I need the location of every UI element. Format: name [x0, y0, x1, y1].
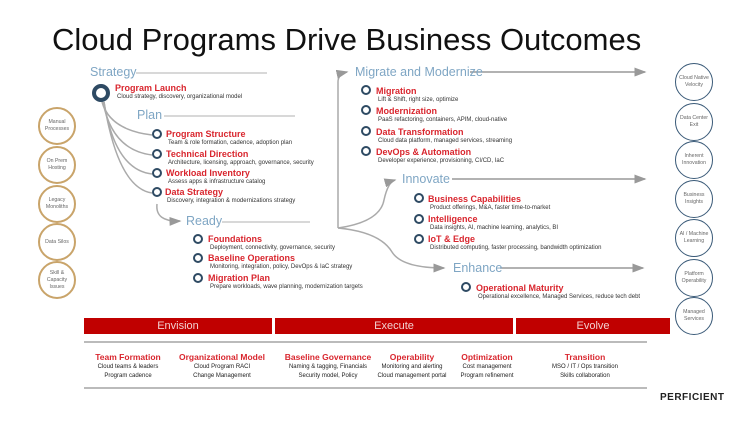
step-item: DevOps & Automation Developer experience, provisioning, CI/CD, IaC [376, 147, 505, 164]
bottom-column: Baseline Governance Naming & tagging, Financials Security model, Policy [284, 352, 372, 379]
bottom-column: Team Formation Cloud teams & leaders Program cadence [95, 352, 161, 379]
challenge-circle: Legacy Monoliths [38, 185, 76, 223]
perficient-logo: PERFICIENT [660, 392, 725, 403]
step-item: Data Strategy Discovery, integration & modernizations strategy [165, 187, 296, 204]
step-icon [152, 149, 162, 159]
stage-plan: Plan [137, 108, 163, 122]
challenge-circle: Data Silos [38, 223, 76, 261]
outcome-circle: Business Insights [675, 180, 713, 218]
step-icon [152, 129, 162, 139]
challenge-circle: Manual Processes [38, 107, 76, 145]
phase-evolve: Evolve [516, 318, 670, 334]
stage-innovate: Innovate [402, 172, 450, 186]
step-icon [414, 193, 424, 203]
step-item: Data Transformation Cloud data platform, managed services, streaming [376, 127, 513, 144]
outcome-circle: AI / Machine Learning [675, 219, 713, 257]
phase-envision: Envision [84, 318, 272, 334]
step-icon [361, 85, 371, 95]
stage-migrate: Migrate and Modernize [355, 65, 483, 79]
step-icon [361, 105, 371, 115]
step-item: Program Structure Team & role formation, cadence, adoption plan [166, 129, 293, 146]
page-title: Cloud Programs Drive Business Outcomes [52, 22, 642, 57]
step-icon [152, 168, 162, 178]
step-item: Workload Inventory Assess apps & infrastructure catalog [166, 168, 266, 185]
step-item: Foundations Deployment, connectivity, governance, security [208, 234, 335, 251]
phase-execute: Execute [275, 318, 513, 334]
challenge-circle: Skill & Capacity Issues [38, 261, 76, 299]
step-item: Intelligence Data insights, AI, machine learning, analytics, BI [428, 214, 559, 231]
divider [84, 387, 647, 389]
step-item: Migration Plan Prepare workloads, wave planning, modernization targets [208, 273, 363, 290]
step-icon [152, 187, 162, 197]
step-program-launch: Program Launch Cloud strategy, discovery, organizational model [115, 83, 243, 100]
step-icon [414, 214, 424, 224]
step-item: Baseline Operations Monitoring, integration, policy, DevOps & IaC strategy [208, 253, 353, 270]
bottom-column: Operability Monitoring and alerting Cloud management portal [377, 352, 447, 379]
stage-ready: Ready [186, 214, 223, 228]
stage-strategy: Strategy [90, 65, 137, 79]
stage-enhance: Enhance [453, 261, 503, 275]
step-icon [193, 253, 203, 263]
step-icon [461, 282, 471, 292]
step-item: Modernization PaaS refactoring, containers, APIM, cloud-native [376, 106, 508, 123]
outcome-circle: Data Center Exit [675, 103, 713, 141]
outcome-circle: Inherent Innovation [675, 141, 713, 179]
outcome-circle: Platform Operability [675, 259, 713, 297]
step-item: IoT & Edge Distributed computing, faster processing, bandwidth optimization [428, 234, 602, 251]
bottom-column: Organizational Model Cloud Program RACI Change Management [179, 352, 265, 379]
step-icon [414, 234, 424, 244]
step-item: Migration Lift & Shift, right size, optimize [376, 86, 459, 103]
challenge-circle: On Prem Hosting [38, 146, 76, 184]
divider [84, 341, 647, 343]
step-icon [361, 146, 371, 156]
bottom-column: Transition MSO / IT / Ops transition Skills collaboration [552, 352, 618, 379]
outcome-circle: Managed Services [675, 297, 713, 335]
bottom-column: Optimization Cost management Program refinement [460, 352, 514, 379]
step-item: Operational Maturity Operational excellence, Managed Services, reduce tech debt [476, 283, 641, 300]
step-icon [193, 234, 203, 244]
outcome-circle: Cloud Native Velocity [675, 63, 713, 101]
step-icon [193, 273, 203, 283]
step-item: Technical Direction Architecture, licensing, approach, governance, security [166, 149, 314, 166]
milestone-icon [92, 84, 110, 102]
step-item: Business Capabilities Product offerings, M&A, faster time-to-market [428, 194, 551, 211]
step-icon [361, 126, 371, 136]
